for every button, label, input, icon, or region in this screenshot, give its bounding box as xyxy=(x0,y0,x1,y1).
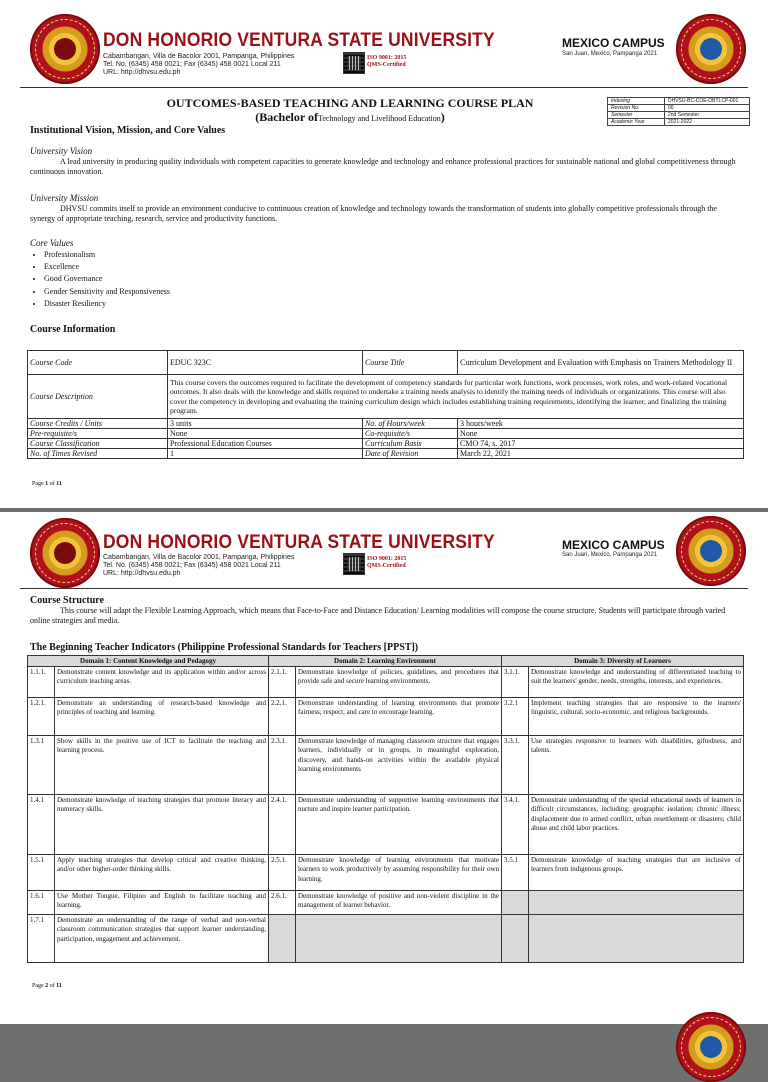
campus-seal-logo xyxy=(676,516,746,586)
domain-header: Domain 2: Learning Environment xyxy=(269,656,502,667)
list-item: • Excellence xyxy=(44,261,170,273)
header-divider xyxy=(20,588,748,589)
university-name: DON HONORIO VENTURA STATE UNIVERSITY xyxy=(103,532,495,553)
university-address: Cabambangan, Villa de Bacolor 2001, Pampanga, Philippines Tel. No. (6345) 458 0021; Fax (6345) 458 0021 Local 211 URL: http://dhvsu.edu.ph xyxy=(103,53,295,76)
document-page-1 xyxy=(0,0,768,508)
ppst-heading: The Beginning Teacher Indicators (Philippine Professional Standards for Teachers [PPST]) xyxy=(30,642,419,653)
header-divider xyxy=(20,87,748,88)
ppst-indicators-table xyxy=(27,655,744,963)
iso-certification: ISO 9001: 2015 QMS-Certified xyxy=(367,556,407,569)
program-title: (Bachelor ofTechnology and Livelihood Education) xyxy=(255,110,445,124)
course-info-table: Course Code EDUC 323C Course Title Curriculum Development and Evaluation with Emphasis on Trainers Methodology II Course Description This course covers the outcomes required to facilitate the development of competency standards for particular work functions, work processes, work roles, and work-related vocational outcomes. It also deals with the knowledge and skills required to undertake a training needs analysis to identify the training needs of individuals or organizations. This course will also cover the competency in developing and evaluating the training curriculum design which includes establishing training requirements, identifying the learner, and finalizing the training program. Course Credits / Units 3 units No. of Hours/week 3 hours/week Pre-requisite/s None Co-requisite/s None Course Classification Professional Education Courses Curriculum Basis CMO 74, s. 2017 No. of Times Revised 1 Date of Revision March 22, 2021 xyxy=(27,350,744,459)
course-structure-text: This course will adapt the Flexible Learning Approach, which means that Face-to-Face and Distance Education/ Learning modalities will compose the course structure. Students will participate through varied online strategies and media. xyxy=(30,606,726,625)
course-structure-heading: Course Structure xyxy=(30,595,104,606)
page-number: Page 2 of 11 xyxy=(32,983,62,989)
list-item: • Good Governance xyxy=(44,273,170,285)
campus-seal-logo xyxy=(676,14,746,84)
table-row: 1.7.1 Demonstrate an understanding of the range of verbal and non-verbal classroom communication strategies that support learner understanding, participation, engagement and achievement. xyxy=(28,915,744,963)
list-item: • Gender Sensitivity and Responsiveness xyxy=(44,286,170,298)
table-row: 1.1.1. Demonstrate content knowledge and its application within and/or across curriculum teaching areas. 2.1.1. Demonstrate knowledge of policies, guidelines, and procedures that provide safe and secure learning environments. 3.1.1. Demonstrate knowledge and understanding of differentiated teaching to suit the learners' gender, needs, strengths, interests, and experiences. xyxy=(28,667,744,698)
course-info-heading: Course Information xyxy=(30,324,116,335)
university-address: Cabambangan, Villa de Bacolor 2001, Pampanga, Philippines Tel. No. (6345) 458 0021; Fax (6345) 458 0021 Local 211 URL: http://dhvsu.edu.ph xyxy=(103,554,295,577)
qr-code-icon xyxy=(343,553,365,575)
qr-code-icon xyxy=(343,52,365,74)
university-name: DON HONORIO VENTURA STATE UNIVERSITY xyxy=(103,30,495,51)
vmc-heading: Institutional Vision, Mission, and Core Values xyxy=(30,125,226,136)
university-seal-logo xyxy=(30,518,100,588)
iso-certification: ISO 9001: 2015 QMS-Certified xyxy=(367,55,407,68)
list-item: • Professionalism xyxy=(44,249,170,261)
table-row: 1.3.1 Show skills in the positive use of ICT to facilitate the teaching and learning process. 2.3.1. Demonstrate knowledge of managing classroom structure that engages learners, individually or in groups, in meaningful exploration, discovery, and hands-on activities within the available physical learning environments 3.3.1. Use strategies responsive to learners with disabilities, giftedness, and talents. xyxy=(28,736,744,795)
domain-header: Domain 3: Diversity of Learners xyxy=(502,656,744,667)
list-item: • Disaster Resiliency xyxy=(44,298,170,310)
vision-label: University Vision xyxy=(30,146,93,156)
campus-address: San Juan, Mexico, Pampanga 2021 xyxy=(562,51,658,57)
document-index-table: Indexing DHVSU-BC-COE-OBTLCP-001 Revision No. 00 Semester 2nd Semester Academic Year 2021-2022 xyxy=(607,97,750,126)
university-seal-logo xyxy=(30,14,100,84)
mission-label: University Mission xyxy=(30,193,99,203)
vision-text: A lead university in producing quality individuals with competent capacities to generate knowledge and technology and enhance professional practices for sustainable national and global competitiveness through continuous innovation. xyxy=(30,157,736,176)
page-number: Page 1 of 11 xyxy=(32,481,62,487)
core-values-list xyxy=(30,249,170,310)
mission-text: DHVSU commits itself to provide an environment conducive to continuous creation of knowledge and technology towards the transformation of students into globally competitive professionals through the synergy of appropriate teaching, research, service and productivity functions. xyxy=(30,204,717,223)
core-values-label: Core Values xyxy=(30,238,74,248)
campus-name: MEXICO CAMPUS xyxy=(562,538,665,552)
next-page-seal-logo xyxy=(676,1012,746,1082)
campus-name: MEXICO CAMPUS xyxy=(562,36,665,50)
table-row: 1.6.1 Use Mother Tongue, Filipino and English to facilitate teaching and learning. 2.6.1. Demonstrate knowledge of positive and non-violent discipline in the management of learner behavior. xyxy=(28,891,744,915)
plan-title: OUTCOMES-BASED TEACHING AND LEARNING COURSE PLAN xyxy=(166,96,534,110)
table-row: 1.2.1. Demonstrate an understanding of research-based knowledge and principles of teaching and learning. 2.2.1. Demonstrate understanding of learning environments that promote fairness, respect, and care to encourage learning. 3.2.1 Implement teaching strategies that are responsive to the learners' linguistic, cultural, socio-economic, and religious backgrounds. xyxy=(28,698,744,736)
campus-address: San Juan, Mexico, Pampanga 2021 xyxy=(562,552,658,558)
table-row: 1.4.1 Demonstrate knowledge of teaching strategies that promote literacy and numeracy skills. 2.4.1. Demonstrate understanding of supportive learning environments that nurture and inspire learner participation. 3.4.1. Demonstrate understanding of the special educational needs of learners in difficult circumstances, including: geographic isolation; chronic illness; displacement due to armed conflict, urban resettlement or disasters; child abuse and child labor practices. xyxy=(28,795,744,855)
table-row: 1.5.1 Apply teaching strategies that develop critical and creative thinking, and/or other higher-order thinking skills. 2.5.1. Demonstrate knowledge of learning environments that motivate learners to work productively by assuming responsibility for their own learning. 3.5.1 Demonstrate knowledge of teaching strategies that are inclusive of learners from indigenous groups. xyxy=(28,855,744,891)
domain-header: Domain 1: Content Knowledge and Pedagogy xyxy=(28,656,269,667)
